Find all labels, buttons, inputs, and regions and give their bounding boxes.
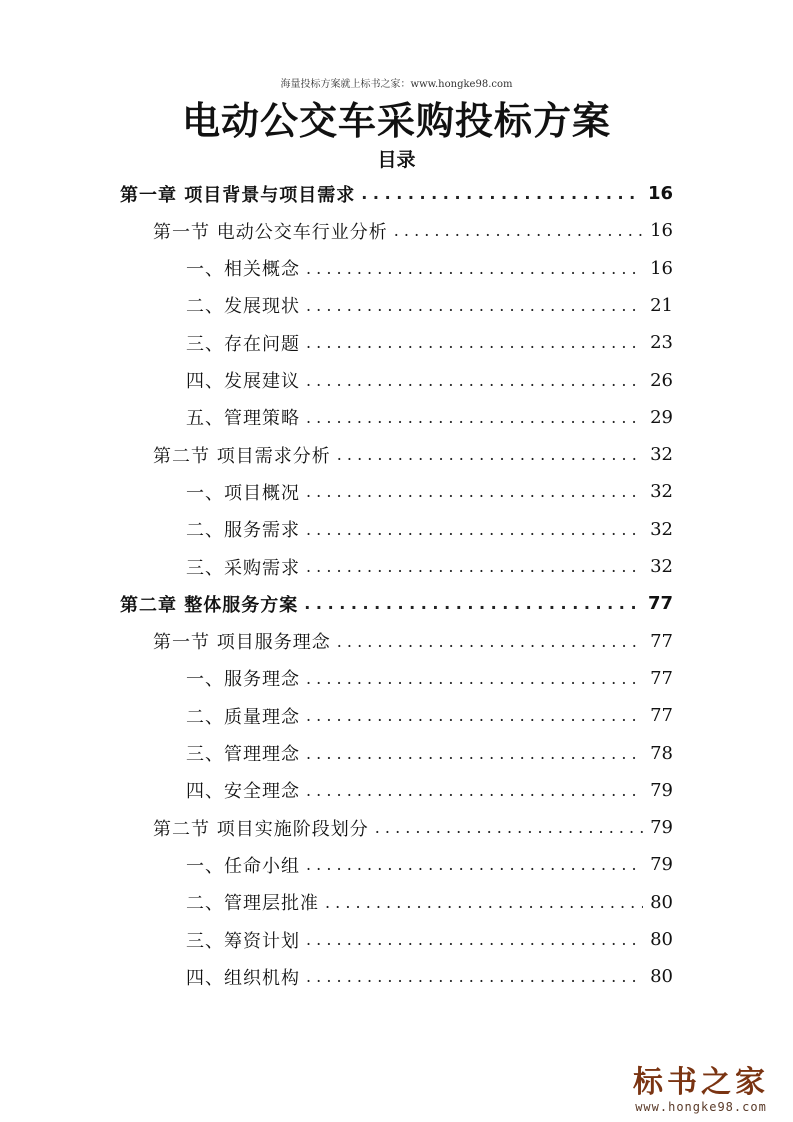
toc-dot-leader — [306, 408, 643, 427]
toc-entry-label: 一、项目概况 — [186, 482, 300, 504]
toc-entry[interactable] — [153, 436, 673, 473]
toc-entry-label: 三、管理理念 — [186, 744, 300, 765]
toc-dot-leader — [394, 221, 643, 240]
toc-entry-label: 一、相关概念 — [186, 259, 300, 281]
toc-entry[interactable] — [186, 287, 673, 324]
toc-entry[interactable] — [186, 362, 673, 399]
toc-dot-leader — [304, 594, 642, 613]
toc-entry-label: 第二节 项目需求分析 — [153, 445, 331, 467]
toc-entry-label: 三、筹资计划 — [186, 930, 300, 952]
toc-entry-label: 二、发展现状 — [186, 296, 300, 318]
document-title: 电动公交车采购投标方案 — [181, 99, 611, 143]
toc-entry-label: 三、采购需求 — [186, 557, 300, 579]
toc-entry[interactable] — [186, 772, 673, 809]
brand-logo — [621, 1066, 781, 1114]
toc-dot-leader — [306, 371, 643, 390]
toc-dot-leader — [306, 557, 643, 576]
toc-entry-page: 32 — [650, 518, 673, 540]
toc-entry[interactable] — [186, 846, 673, 883]
toc-entry[interactable] — [186, 511, 673, 548]
toc-entry-page: 16 — [647, 183, 673, 204]
toc-entry-label: 四、安全理念 — [186, 781, 300, 803]
toc-entry-label: 四、发展建议 — [186, 371, 300, 392]
toc-dot-leader — [306, 930, 643, 949]
toc-entry-page: 77 — [650, 667, 673, 689]
toc-heading: 目录 — [377, 149, 416, 171]
toc-entry-label: 一、服务理念 — [186, 669, 300, 691]
toc-entry-label: 四、组织机构 — [186, 967, 300, 989]
toc-entry[interactable] — [153, 809, 673, 846]
toc-entry[interactable] — [186, 324, 673, 361]
toc-dot-leader — [306, 781, 643, 800]
toc-entry-page: 77 — [650, 630, 673, 652]
toc-entry[interactable] — [186, 399, 673, 436]
toc-dot-leader — [306, 706, 643, 725]
toc-dot-leader — [337, 445, 643, 464]
toc-entry-page: 32 — [650, 444, 673, 466]
toc-entry-page: 79 — [650, 817, 673, 839]
toc-entry[interactable] — [186, 473, 673, 510]
toc-dot-leader — [306, 482, 643, 501]
toc-entry-label: 五、管理策略 — [186, 408, 300, 430]
toc-entry-page: 29 — [650, 406, 673, 428]
toc-dot-leader — [361, 184, 642, 203]
brand-name: 标书之家 — [633, 1065, 769, 1100]
brand-url: www.hongke98.com — [635, 1100, 767, 1114]
toc-dot-leader — [306, 744, 643, 763]
toc-entry[interactable] — [186, 660, 673, 697]
toc-entry-label: 一、任命小组 — [186, 855, 300, 877]
header-note: 海量投标方案就上标书之家：www.hongke98.com — [280, 79, 513, 90]
toc-entry-page: 80 — [650, 966, 673, 988]
toc-dot-leader — [306, 296, 643, 315]
toc-entry[interactable] — [153, 623, 673, 660]
toc-dot-leader — [325, 893, 643, 912]
toc-entry-page: 79 — [650, 779, 673, 801]
toc-entry-page: 77 — [650, 705, 673, 727]
toc-entry-label: 二、服务需求 — [186, 520, 300, 542]
toc-dot-leader — [306, 520, 643, 539]
toc-entry-label: 二、管理层批准 — [186, 893, 319, 915]
toc-entry[interactable] — [186, 697, 673, 734]
toc-dot-leader — [306, 967, 643, 986]
toc-entry-label: 第二节 项目实施阶段划分 — [153, 818, 369, 840]
toc-entry-page: 32 — [650, 556, 673, 577]
toc-entry-page: 16 — [650, 220, 673, 242]
toc-entry-label: 三、存在问题 — [186, 333, 300, 355]
toc-entry-page: 21 — [650, 294, 673, 316]
toc-entry[interactable] — [120, 175, 673, 212]
toc-entry-page: 80 — [650, 929, 673, 950]
toc-entry[interactable] — [186, 735, 673, 772]
toc-entry-label: 第一章 项目背景与项目需求 — [120, 184, 356, 206]
toc-dot-leader — [306, 259, 643, 278]
toc-entry[interactable] — [186, 548, 673, 585]
toc-dot-leader — [337, 632, 643, 651]
toc-entry-page: 26 — [650, 369, 673, 391]
toc-entry-page: 32 — [650, 481, 673, 503]
toc-entry[interactable] — [120, 585, 673, 622]
toc-dot-leader — [306, 855, 643, 874]
toc-dot-leader — [375, 818, 643, 837]
toc-entry-page: 77 — [647, 593, 673, 615]
toc-dot-leader — [306, 333, 643, 352]
toc-entry-page: 23 — [650, 332, 673, 354]
toc-entry-page: 16 — [650, 257, 673, 279]
toc-entry-page: 79 — [650, 854, 673, 876]
toc-entry[interactable] — [186, 250, 673, 287]
toc-entry-label: 二、质量理念 — [186, 706, 300, 728]
toc-entry[interactable] — [186, 884, 673, 921]
toc-entry[interactable] — [186, 958, 673, 995]
toc-entry[interactable] — [186, 921, 673, 958]
toc-dot-leader — [306, 669, 643, 688]
toc-entry-page: 78 — [650, 742, 673, 764]
toc-entry[interactable] — [153, 212, 673, 249]
toc-entry-label: 第一节 项目服务理念 — [153, 632, 331, 654]
toc-entry-label: 第二章 整体服务方案 — [120, 594, 299, 616]
toc-entry-page: 80 — [650, 891, 673, 913]
toc-entry-label: 第一节 电动公交车行业分析 — [153, 221, 388, 243]
